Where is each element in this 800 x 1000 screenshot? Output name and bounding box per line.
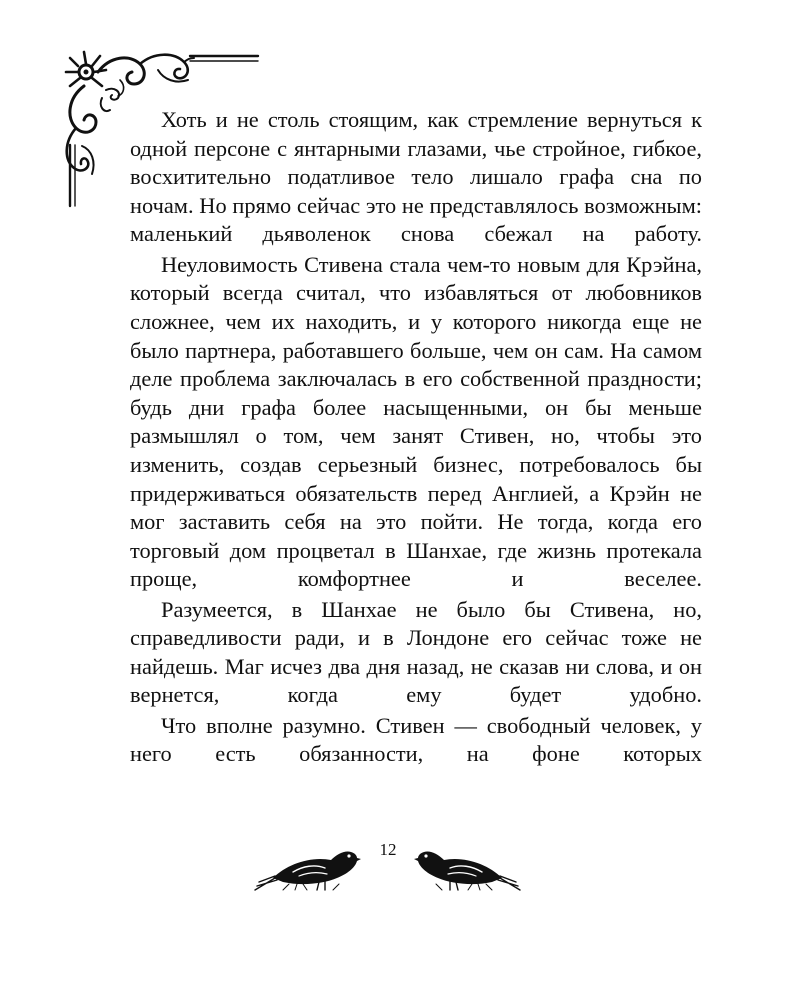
paragraph: Хоть и не столь стоящим, как стремление вернуться к одной персоне с янтарными глазами, чье стройное, гибкое, восхитительно податливое тело лишало графа сна по ночам. Но прямо сейчас это не представлялось возможным: маленький дьяволенок снова сбежал на работу. [130,107,702,247]
page-number: 12 [379,840,397,859]
body-text [130,106,702,771]
paragraph: Неуловимость Стивена стала чем-то новым для Крэйна, который всегда считал, что избавляться от любовников сложнее, чем их находить, и у которого никогда еще не было партнера, работавшего больше, чем он сам. На самом деле проблема заключалась в его собственной праздности; будь дни графа более насыщенными, он бы меньше размышлял о том, чем занят Стивен, но, чтобы это изменить, создав серьезный бизнес, потребовалось бы придерживаться обязательств перед Англией, а Крэйн не мог заставить себя на это пойти. Не тогда, когда его торговый дом процветал в Шанхае, где жизнь протекала проще, комфортнее и веселее. [130,251,702,592]
paragraph: Что вполне разумно. Стивен — свободный человек, у него есть обязанности, на фоне которых [130,712,702,767]
page-footer [0,836,800,896]
bird-icon [412,840,522,892]
bird-icon [253,840,363,892]
paragraph: Разумеется, в Шанхае не было бы Стивена, но, справедливости ради, и в Лондоне его сейчас тоже не найдешь. Маг исчез два дня назад, не сказав ни слова, и он вернется, когда ему будет удобно. [130,596,702,708]
